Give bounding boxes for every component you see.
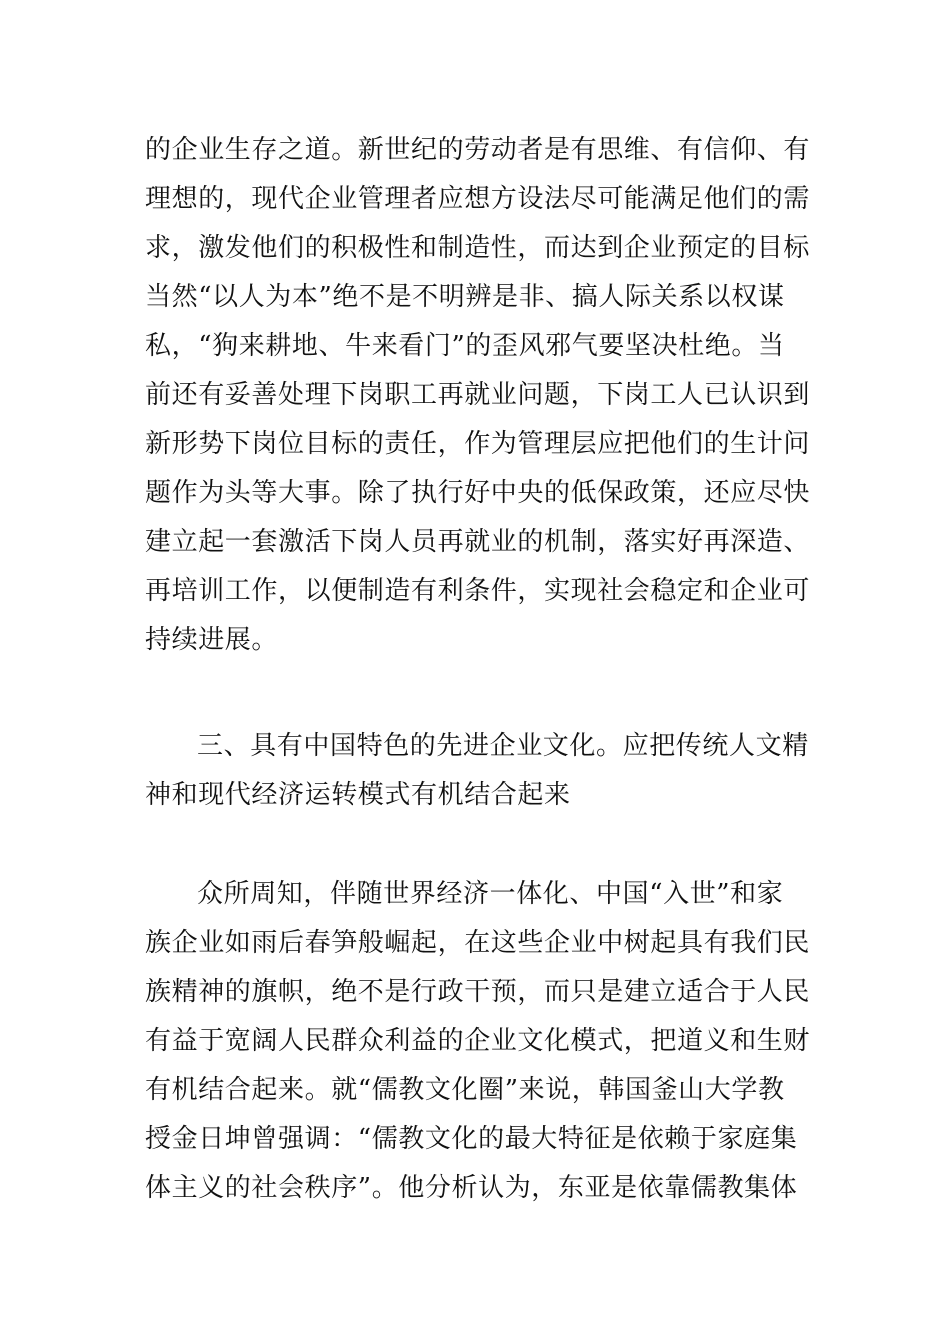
paragraph-line: 前还有妥善处理下岗职工再就业问题，下岗工人已认识到 [145,380,811,410]
paragraph-line: 当然“以人为本”绝不是不明辨是非、搞人际关系以权谋 [145,282,785,312]
paragraph-line: 授金日坤曾强调：“儒教文化的最大特征是依赖于家庭集 [145,1124,798,1154]
paragraph-line: 再培训工作，以便制造有利条件，实现社会稳定和企业可 [145,576,811,606]
paragraph-people-oriented-management [145,126,810,665]
paragraph-line: 新形势下岗位目标的责任，作为管理层应把他们的生计问 [145,429,811,459]
paragraph-line: 众所周知，伴随世界经济一体化、中国“入世”和家 [197,879,784,909]
paragraph-line: 建立起一套激活下岗人员再就业的机制，落实好再深造、 [145,527,811,557]
paragraph-line: 的企业生存之道。新世纪的劳动者是有思维、有信仰、有 [145,135,811,165]
paragraph-line: 族企业如雨后春笋般崛起，在这些企业中树起具有我们民 [145,928,811,958]
paragraph-line: 求，激发他们的积极性和制造性，而达到企业预定的目标 [145,233,811,263]
paragraph-line: 体主义的社会秩序”。他分析认为，东亚是依靠儒教集体 [145,1173,798,1203]
paragraph-line: 族精神的旗帜，绝不是行政干预，而只是建立适合于人民 [145,977,811,1007]
paragraph-line: 三、具有中国特色的先进企业文化。应把传统人文精 [197,731,809,761]
paragraph-line: 理想的，现代企业管理者应想方设法尽可能满足他们的需 [145,184,811,214]
paragraph-line: 有机结合起来。就“儒教文化圈”来说，韩国釜山大学教 [145,1075,785,1105]
paragraph-line: 有益于宽阔人民群众利益的企业文化模式，把道义和生财 [145,1026,811,1056]
paragraph-line: 神和现代经济运转模式有机结合起来 [145,780,571,810]
paragraph-line: 私，“狗来耕地、牛来看门”的歪风邪气要坚决杜绝。当 [145,331,785,361]
paragraph-confucian-culture [145,870,810,1213]
paragraph-line: 持续进展。 [145,625,279,655]
paragraph-line: 题作为头等大事。除了执行好中央的低保政策，还应尽快 [145,478,811,508]
section-heading-three [145,722,810,820]
